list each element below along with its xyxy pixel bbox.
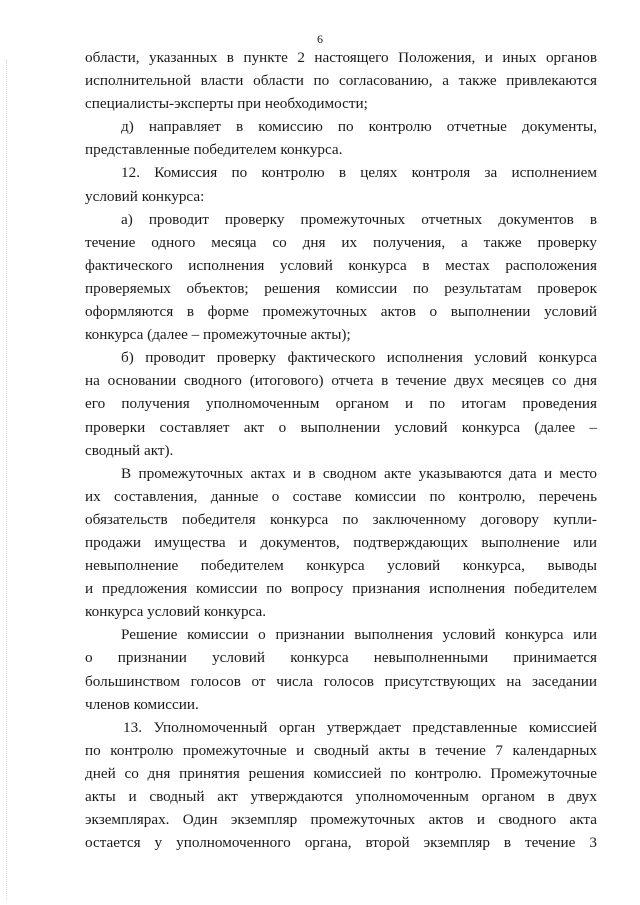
text-line: В промежуточных актах и в сводном акте указываются дата и место xyxy=(121,464,597,482)
text-line: обязательств победителя конкурса по заключенному договору купли- xyxy=(85,510,597,528)
text-line: 12. Комиссия по контролю в целях контроля за исполнением xyxy=(121,164,597,182)
text-line: а) проводит проверку промежуточных отчетных документов в xyxy=(121,210,597,228)
text-line: течение одного месяца со дня их получения, а также проверку xyxy=(85,233,597,251)
document-body xyxy=(85,46,597,854)
text-line: его получения уполномоченным органом и по итогам проведения xyxy=(85,395,597,413)
text-line: д) направляет в комиссию по контролю отчетные документы, xyxy=(121,118,597,136)
text-line: конкурса (далее – промежуточные акты); xyxy=(85,326,351,344)
text-line: 13. Уполномоченный орган утверждает представленные комиссией xyxy=(123,718,597,736)
text-line: продажи имущества и документов, подтверждающих выполнение или xyxy=(85,533,597,551)
text-line: о признании условий конкурса невыполненными принимается xyxy=(85,649,597,667)
text-line: дней со дня принятия решения комиссией по контролю. Промежуточные xyxy=(85,764,597,782)
text-line: экземплярах. Один экземпляр промежуточных актов и сводного акта xyxy=(85,811,597,829)
text-line: членов комиссии. xyxy=(85,695,199,713)
text-line: сводный акт). xyxy=(85,441,174,459)
text-line: представленные победителем конкурса. xyxy=(85,141,343,159)
text-line: и предложения комиссии по вопросу признания исполнения победителем xyxy=(85,580,597,598)
text-line: фактического исполнения условий конкурса в местах расположения xyxy=(85,256,597,274)
text-line: проверки составляет акт о выполнении условий конкурса (далее – xyxy=(85,418,597,436)
text-line: по контролю промежуточные и сводный акты в течение 7 календарных xyxy=(85,741,597,759)
text-line: невыполнение победителем конкурса условий конкурса, выводы xyxy=(85,557,597,575)
scan-edge-artifact xyxy=(6,60,8,900)
text-line: условий конкурса: xyxy=(85,187,205,205)
page-number: 6 xyxy=(317,32,323,46)
text-line: Решение комиссии о признании выполнения условий конкурса или xyxy=(121,626,597,644)
text-line: их составления, данные о составе комиссии по контролю, перечень xyxy=(85,487,597,505)
text-line: большинством голосов от числа голосов присутствующих на заседании xyxy=(85,672,597,690)
text-line: остается у уполномоченного органа, второй экземпляр в течение 3 xyxy=(85,834,597,852)
text-line: области, указанных в пункте 2 настоящего Положения, и иных органов xyxy=(85,49,597,66)
text-line: конкурса условий конкурса. xyxy=(85,603,267,621)
text-line: специалисты-эксперты при необходимости; xyxy=(85,95,368,113)
text-line: исполнительной власти области по согласованию, а также привлекаются xyxy=(85,72,597,90)
text-line: акты и сводный акт утверждаются уполномоченным органом в двух xyxy=(85,788,597,805)
text-line: проверяемых объектов; решения комиссии по результатам проверок xyxy=(85,279,597,297)
text-line: б) проводит проверку фактического исполнения условий конкурса xyxy=(121,349,597,367)
text-line: на основании сводного (итогового) отчета в течение двух месяцев со дня xyxy=(85,372,597,390)
text-line: оформляются в форме промежуточных актов о выполнении условий xyxy=(85,303,597,321)
